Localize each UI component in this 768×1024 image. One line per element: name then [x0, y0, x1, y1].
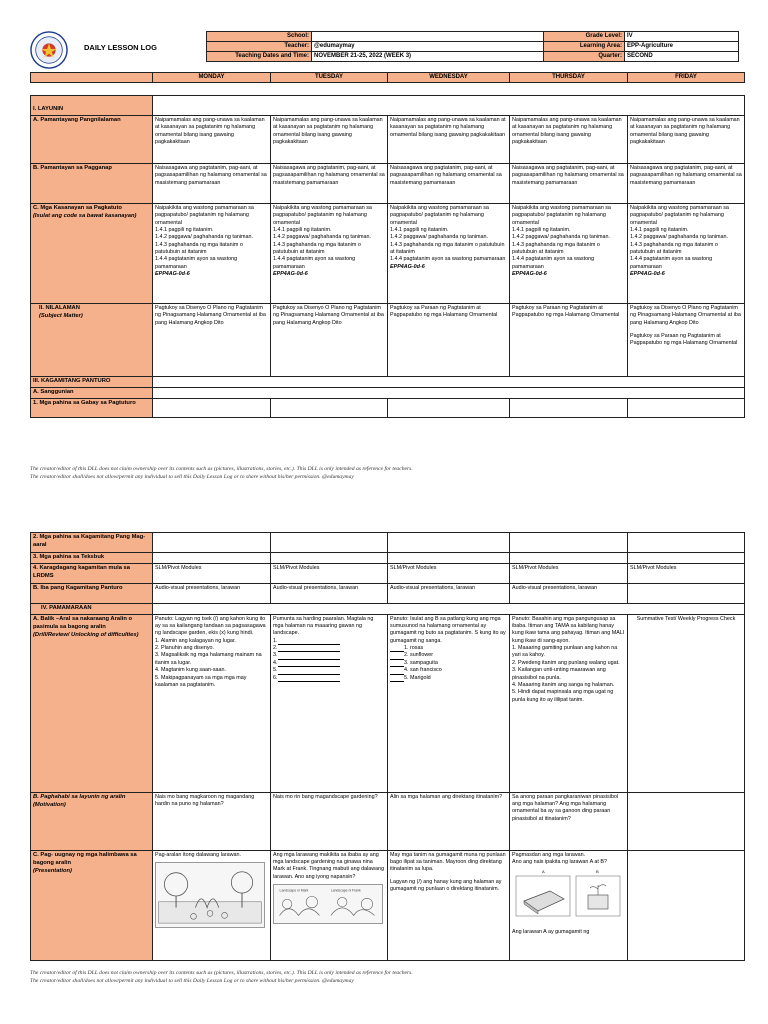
plant-item: 5. Marigold	[404, 674, 431, 681]
pres-thu-text-1: Pagmasdan ang mga larawan.	[512, 851, 586, 858]
disclaimer-line-2: The creator/editor shall/does not allow/permit any individual to sell this Daily Lesson Log or to share without his/her permission. @edumaymay	[30, 474, 354, 481]
cell-gabay-mon	[153, 398, 271, 417]
nilalaman-fri-topic-2: Pagtukoy sa Paraan ng Pagtatanim at Pagpapatubo ng mga Halamang Ornamental	[630, 333, 738, 347]
cell-kma-mon	[153, 533, 271, 553]
cell-nilalaman-tue: Pagtukoy sa Disenyo O Plano ng Pagtatanim ng Pinagsamang Halamang Ornamental at iba pang Halamang Angkop Dito	[271, 304, 388, 377]
cell-pangnilalaman-wed: Naipamamalas ang pang-unawa sa kaalaman at kasanayan sa pagtatanim ng halamang ornamental bilang isang gawaing pagkakakitaan	[388, 116, 510, 164]
balik-mon-line: 1. Alamin ang kalagayan ng lugar.	[155, 637, 236, 644]
cell-balik-aral-thu	[510, 614, 628, 792]
row-label-iba-pang-kagamitan: B. Iba pang Kagamitang Panturo	[31, 583, 153, 603]
cell-av-thu: Audio-visual presentations, larawan	[510, 583, 628, 603]
kasanayan-item: 1.4.4 pagtatanim ayon sa wastong pamamaraan	[390, 256, 506, 263]
row-label-pagganap: B. Pamantayan sa Pagganap	[31, 164, 153, 204]
grade-value: IV	[625, 32, 739, 42]
balik-aral-label: A. Balik –Aral sa nakaraang Aralin o pasimula sa bagong aralin	[33, 615, 133, 630]
balik-wed-intro: Panuto: Isulat ang B sa patlang kung ang mga sumusunod na halamang ornamental ay gumagamit ng buto sa pagtatanim. S kung ito ay gumagamit ng sanga.	[390, 615, 506, 644]
cell-teksbuk-wed	[388, 553, 510, 564]
kasanayan-item: 1.4.2 paggawa/ paghahanda ng taniman.	[155, 234, 254, 241]
cell-presentation-mon	[153, 850, 271, 960]
cell-kma-thu	[510, 533, 628, 553]
nilalaman-sublabel: (Subject Matter)	[39, 312, 83, 319]
pres-thu-text-2: Ano ang nais ipakita ng larawan A at B?	[512, 859, 608, 866]
competency-code: EPP4AG-0d-6	[273, 271, 308, 278]
cell-balik-aral-fri: Summative Test/ Weekly Progress Check	[628, 614, 745, 792]
row-label-teksbuk: 3. Mga pahina sa Teksbuk	[31, 553, 153, 564]
disclaimer-line-1: The creator/editor of this DLL does not claim ownership over its contents such as (pictures, illustrations, stories, etc.). This DLL is only intended as reference for teachers.	[30, 970, 413, 976]
kasanayan-intro: Naipakikita ang wastong pamamaraan sa pagpapatubo/ pagtatanim ng halamang ornamental	[155, 205, 254, 226]
kasanayan-item: 1.4.3 paghahanda ng mga itatanim o patutubuin at itatanim	[155, 241, 243, 256]
kasanayan-intro: Naipakikita ang wastong pamamaraan sa pagpapatubo/ pagtatanim ng halamang ornamental	[512, 205, 611, 226]
header-info-table	[206, 31, 739, 62]
cell-presentation-fri	[628, 850, 745, 960]
answer-number: 5.	[273, 667, 278, 674]
plant-item: 1. rosas	[404, 645, 424, 652]
cell-pagganap-tue: Naisasagawa ang pagtatanim, pag-aani, at pagsasapamilihan ng halamang ornamental sa masistemang pamamaraan	[271, 164, 388, 204]
cell-motivation-tue: Nais mo rin bang magandscape gardening?	[271, 792, 388, 850]
cell-teksbuk-thu	[510, 553, 628, 564]
row-label-kagamitan-mag-aaral: 2. Mga pahina sa Kagamitang Pang Mag-aaral	[31, 533, 153, 553]
garden-illustration-icon	[155, 862, 265, 928]
pres-mon-text: Pag-aralan itong dalawang larawan.	[155, 851, 242, 858]
cell-balik-aral-tue	[271, 614, 388, 792]
kasanayan-item: 1.4.3 paghahanda ng mga itatanim o patutubuin at itatanim	[630, 241, 718, 256]
pres-thu-text-3: Ang larawan A ay gumagamit ng	[512, 928, 590, 935]
quarter-label: Quarter:	[544, 52, 625, 62]
balik-thu-line: 2. Pwedeng itanim ang punlang walang ugat.	[512, 659, 620, 666]
cell-kasanayan-tue	[271, 204, 388, 304]
cell-pangnilalaman-mon: Naipamamalas ang pang-unawa sa kaalaman at kasanayan sa pagtatanim ng halamang ornamental bilang isang gawaing pagkakakitaan	[153, 116, 271, 164]
disclaimer-line-2: The creator/editor shall/does not allow/permit any individual to sell this Daily Lesson Log or to share without his/her permission. @edumaymay	[30, 978, 354, 985]
cell-pagganap-thu: Naisasagawa ang pagtatanim, pag-aani, at pagsasapamilihan ng halamang ornamental sa masistemang pamamaraan	[510, 164, 628, 204]
cell-lrdms-tue: SLM/Pivot Modules	[271, 563, 388, 583]
cell-motivation-mon: Nais mo bang magkaroon ng magandang hardin na puno ng halaman?	[153, 792, 271, 850]
answer-number: 2.	[273, 645, 278, 652]
section-layunin: I. LAYUNIN	[31, 96, 153, 116]
answer-number: 3.	[273, 652, 278, 659]
kasanayan-item: 1.4.3 paghahanda ng mga itatanim o patutubuin at itatanim	[390, 241, 505, 256]
row-label-sanggunian: A. Sanggunian	[31, 387, 153, 398]
cell-teksbuk-tue	[271, 553, 388, 564]
area-value: EPP-Agriculture	[625, 42, 739, 52]
kasanayan-item: 1.4.4 pagtatanim ayon sa wastong pamamaraan	[273, 256, 356, 270]
cell-kasanayan-wed	[388, 204, 510, 304]
cell-gabay-tue	[271, 398, 388, 417]
answer-blank[interactable]	[278, 670, 340, 675]
cell-pagganap-wed: Naisasagawa ang pagtatanim, pag-aani, at pagsasapamilihan ng halamang ornamental sa masistemang pamamaraan	[388, 164, 510, 204]
teacher-value: @edumaymay	[312, 42, 544, 52]
balik-mon-line: 2. Planuhin ang disenyo.	[155, 645, 215, 652]
cell-pangnilalaman-thu: Naipamamalas ang pang-unawa sa kaalaman at kasanayan sa pagtatanim ng halamang ornamental bilang isang gawaing pagkakakitaan	[510, 116, 628, 164]
kasanayan-item: 1.4.4 pagtatanim ayon sa wastong pamamaraan	[630, 256, 713, 270]
lesson-table-page-1	[30, 95, 745, 418]
kasanayan-item: 1.4.1 pagpili ng itatanim.	[273, 227, 332, 234]
kasanayan-item: 1.4.1 pagpili ng itatanim.	[390, 227, 449, 234]
plant-item: 3. sampaguita	[404, 659, 438, 666]
kasanayan-intro: Naipakikita ang wastong pamamaraan sa pagpapatubo/ pagtatanim ng halamang ornamental	[630, 205, 729, 226]
cell-balik-aral-mon	[153, 614, 271, 792]
cell-pangnilalaman-tue: Naipamamalas ang pang-unawa sa kaalaman at kasanayan sa pagtatanim ng halamang ornamental bilang isang gawaing pagkakakitaan	[271, 116, 388, 164]
day-header-row	[30, 72, 745, 83]
row-label-nilalaman	[31, 304, 153, 377]
kasanayan-item: 1.4.1 pagpili ng itatanim.	[155, 227, 214, 234]
teacher-label: Teacher:	[207, 42, 312, 52]
nilalaman-fri-topic-1: Pagtukoy sa Disenyo O Plano ng Pagtatanim ng Pinagsamang Halamang Ornamental at iba pang Halamang Angkop Dito	[630, 305, 741, 326]
answer-blank[interactable]	[278, 677, 340, 682]
cell-nilalaman-wed: Pagtukoy sa Paraan ng Pagtatanim at Pagpapatubo ng mga Halamang Ornamental	[388, 304, 510, 377]
cell-av-fri	[628, 583, 745, 603]
answer-blank[interactable]	[390, 670, 404, 675]
cell-av-mon: Audio-visual presentations, larawan	[153, 583, 271, 603]
competency-code: EPP4AG-0d-6	[155, 271, 190, 278]
dates-value: NOVEMBER 21-25, 2022 (WEEK 3)	[312, 52, 544, 62]
competency-code: EPP4AG-0d-6	[390, 263, 425, 270]
row-label-balik-aral	[31, 614, 153, 792]
kasanayan-item: 1.4.1 pagpili ng itatanim.	[512, 227, 571, 234]
cell-balik-aral-wed	[388, 614, 510, 792]
cell-gabay-thu	[510, 398, 628, 417]
balik-thu-line: Panuto: Basahin ang mga pangungusap sa ibaba. Itiman ang TAMA sa kabilang hanay kung ikaw tama ang pahayag. Itiman ang MALI kung ikaw di sang-ayon.	[512, 615, 625, 644]
grade-label: Grade Level:	[544, 32, 625, 42]
cell-lrdms-thu: SLM/Pivot Modules	[510, 563, 628, 583]
document-title: DAILY LESSON LOG	[84, 43, 157, 52]
balik-mon-line: 3. Magsaliksik ng mga halamang mainam na itanim sa lugar.	[155, 652, 262, 666]
cell-lrdms-mon: SLM/Pivot Modules	[153, 563, 271, 583]
row-label-pangnilalaman: A. Pamantayang Pangnilalaman	[31, 116, 153, 164]
paghahabi-sublabel: (Motivation)	[33, 801, 66, 808]
dates-label: Teaching Dates and Time:	[207, 52, 312, 62]
kasanayan-item: 1.4.2 paggawa/ paghahanda ng taniman.	[512, 234, 611, 241]
cell-kma-wed	[388, 533, 510, 553]
pres-tue-text: Ang mga larawang makikita sa ibaba ay ang mga landscape gardening na ginawa nina Mark at Frank. Tingnang mabuti ang dalawang larawan. Ano ang iyong napansin?	[273, 851, 385, 880]
cell-nilalaman-mon: Pagtukoy sa Disenyo O Plano ng Pagtatanim ng Pinagsamang Halamang Ornamental at iba pang Halamang Angkop Dito	[153, 304, 271, 377]
lesson-table-page-2	[30, 532, 745, 961]
cell-teksbuk-mon	[153, 553, 271, 564]
pamamaraan-blank	[153, 603, 745, 614]
row-label-pamamaraan: IV. PAMAMARAAN	[31, 603, 153, 614]
cell-lrdms-wed: SLM/Pivot Modules	[388, 563, 510, 583]
answer-number: 1.	[273, 637, 278, 644]
school-label: School:	[207, 32, 312, 42]
kasanayan-item: 1.4.2 paggawa/ paghahanda ng taniman.	[390, 234, 489, 241]
balik-thu-line: 4. Maaaring itanim ang sanga ng halaman.	[512, 681, 615, 688]
cell-motivation-thu: Sa anong paraan pangkaraniwan pinasisibol ang mga halaman? Ang mga halamang ornamental ba ay sa ganoon ding paraan pinasisibol at itinatanim?	[510, 792, 628, 850]
cell-pagganap-fri: Naisasagawa ang pagtatanim, pag-aani, at pagsasapamilihan ng halamang ornamental sa masistemang pamamaraan	[628, 164, 745, 204]
cell-av-wed: Audio-visual presentations, larawan	[388, 583, 510, 603]
day-header-blank	[31, 73, 153, 83]
cell-motivation-fri	[628, 792, 745, 850]
balik-mon-line: 4. Magtanim kung saan-saan.	[155, 667, 227, 674]
cell-kma-fri	[628, 533, 745, 553]
day-tuesday: TUESDAY	[271, 73, 388, 83]
answer-number: 4.	[273, 659, 278, 666]
kasanayan-intro: Naipakikita ang wastong pamamaraan sa pagpapatubo/ pagtatanim ng halamang ornamental	[390, 205, 489, 226]
answer-number: 6.	[273, 674, 278, 681]
day-thursday: THURSDAY	[510, 73, 628, 83]
sanggunian-blank	[153, 387, 745, 398]
balik-tue-intro: Pumunta sa harding paaralan. Magtala ng mga halaman na maaaring gawan ng landscape.	[273, 615, 374, 637]
cell-lrdms-fri: SLM/Pivot Modules	[628, 563, 745, 583]
row-label-paghahabi	[31, 792, 153, 850]
balik-thu-line: 5. Hindi dapat mapinsala ang mga ugat ng punla kung ito ay ililipat tanim.	[512, 689, 614, 703]
balik-mon-line: 5. Makipagpanayam sa mga mga may kaalaman sa pagtatanim.	[155, 674, 247, 688]
landscape-illustration-icon	[273, 884, 383, 924]
cell-gabay-fri	[628, 398, 745, 417]
row-label-pag-uugnay	[31, 850, 153, 960]
disclaimer-page-2	[30, 969, 413, 985]
cell-nilalaman-fri	[628, 304, 745, 377]
answer-blank[interactable]	[390, 677, 404, 682]
balik-thu-line: 3. Kailangan unti-unting maarawan ang pinasisibol na punla.	[512, 667, 606, 681]
cell-pangnilalaman-fri: Naipamamalas ang pang-unawa sa kaalaman at kasanayan sa pagtatanim ng halamang ornamental bilang isang gawaing pagkakakitaan	[628, 116, 745, 164]
seedbox-illustration-icon	[512, 867, 624, 919]
cell-teksbuk-fri	[628, 553, 745, 564]
kasanayan-item: 1.4.3 paghahanda ng mga itatanim o patutubuin at itatanim	[512, 241, 600, 256]
kasanayan-item: 1.4.2 paggawa/ paghahanda ng taniman.	[630, 234, 729, 241]
pag-uugnay-sublabel: (Presentation)	[33, 867, 72, 874]
cell-kasanayan-mon	[153, 204, 271, 304]
kasanayan-item: 1.4.3 paghahanda ng mga itatanim o patutubuin at itatanim	[273, 241, 361, 256]
kasanayan-intro: Naipakikita ang wastong pamamaraan sa pagpapatubo/ pagtatanim ng halamang ornamental	[273, 205, 372, 226]
cell-nilalaman-thu: Pagtukoy sa Paraan ng Pagtatanim at Pagpapatubo ng mga Halamang Ornamental	[510, 304, 628, 377]
plant-item: 2. sunflower	[404, 652, 434, 659]
kagamitan-blank	[153, 377, 745, 388]
nilalaman-label: II. NILALAMAN	[39, 305, 80, 311]
balik-mon-line: Panuto: Lagyan ng tsek (/) ang kahon kung ito ay sa sa kailangang tandaan sa pagsasagawa ng landscape garden, ekis (x) kung hindi.	[155, 615, 266, 637]
kasanayan-label: C. Mga Kasanayan sa Pagkatuto	[33, 205, 122, 211]
balik-thu-line: 1. Maaaring gamiting punlaan ang kahon na yari sa kahoy.	[512, 645, 618, 659]
row-label-lrdms: 4. Karagdagang kagamitan mula sa LRDMS	[31, 563, 153, 583]
cell-pagganap-mon: Naisasagawa ang pagtatanim, pag-aani, at pagsasapamilihan ng halamang ornamental sa masistemang pamamaraan	[153, 164, 271, 204]
cell-gabay-wed	[388, 398, 510, 417]
row-label-kagamitan: III. KAGAMITANG PANTURO	[31, 377, 153, 388]
caption-landscape-frank: Landscape ni Frank	[330, 888, 361, 893]
pag-uugnay-label: C. Pag- uugnay ng mga halimbawa sa bagong aralin	[33, 851, 137, 866]
caption-landscape-mark: Landscape ni Mark	[279, 888, 309, 893]
plant-item: 4. san francisco	[404, 667, 442, 674]
quarter-value: SECOND	[625, 52, 739, 62]
deped-seal-icon	[30, 31, 68, 69]
balik-aral-sublabel: (Drill/Review/ Unlocking of difficulties)	[33, 631, 139, 638]
layunin-blank	[153, 96, 745, 116]
day-monday: MONDAY	[153, 73, 271, 83]
cell-kasanayan-fri	[628, 204, 745, 304]
picture-label-b: B	[596, 869, 599, 875]
cell-motivation-wed: Alin sa mga halaman ang direktang itinatanim?	[388, 792, 510, 850]
cell-presentation-tue	[271, 850, 388, 960]
day-friday: FRIDAY	[628, 73, 745, 83]
kasanayan-item: 1.4.1 pagpili ng itatanim.	[630, 227, 689, 234]
pres-wed-text-2: Lagyan ng (/) ang hanay kung ang halaman ay gumagamit ng punlaan o direktang itinatanim.	[390, 878, 502, 893]
row-label-gabay: 1. Mga pahina sa Gabay sa Pagtuturo	[31, 398, 153, 417]
competency-code: EPP4AG-0d-6	[512, 271, 547, 278]
cell-presentation-thu	[510, 850, 628, 960]
day-wednesday: WEDNESDAY	[388, 73, 510, 83]
cell-kma-tue	[271, 533, 388, 553]
kasanayan-item: 1.4.2 paggawa/ paghahanda ng taniman.	[273, 234, 372, 241]
row-label-kasanayan	[31, 204, 153, 304]
disclaimer-line-1: The creator/editor of this DLL does not claim ownership over its contents such as (pictures, illustrations, stories, etc.). This DLL is only intended as reference for teachers.	[30, 466, 413, 472]
kasanayan-item: 1.4.4 pagtatanim ayon sa wastong pamamaraan	[155, 256, 238, 270]
pres-wed-text-1: May mga tanim na gumagamit muna ng punlaan bago ilipat sa taniman. Mayroon ding direktang itinatanim sa lupa.	[390, 851, 506, 873]
area-label: Learning Area:	[544, 42, 625, 52]
paghahabi-label: B. Paghahabi sa layunin ng aralin	[33, 793, 126, 800]
picture-label-a: A	[542, 869, 545, 875]
competency-code: EPP4AG-0d-6	[630, 271, 665, 278]
kasanayan-item: 1.4.4 pagtatanim ayon sa wastong pamamaraan	[512, 256, 595, 270]
cell-presentation-wed	[388, 850, 510, 960]
cell-av-tue: Audio-visual presentations, larawan	[271, 583, 388, 603]
school-value	[312, 32, 544, 42]
cell-kasanayan-thu	[510, 204, 628, 304]
kasanayan-sublabel: (Isulat ang code sa bawat kasanayan)	[33, 212, 137, 219]
disclaimer-page-1	[30, 465, 413, 481]
